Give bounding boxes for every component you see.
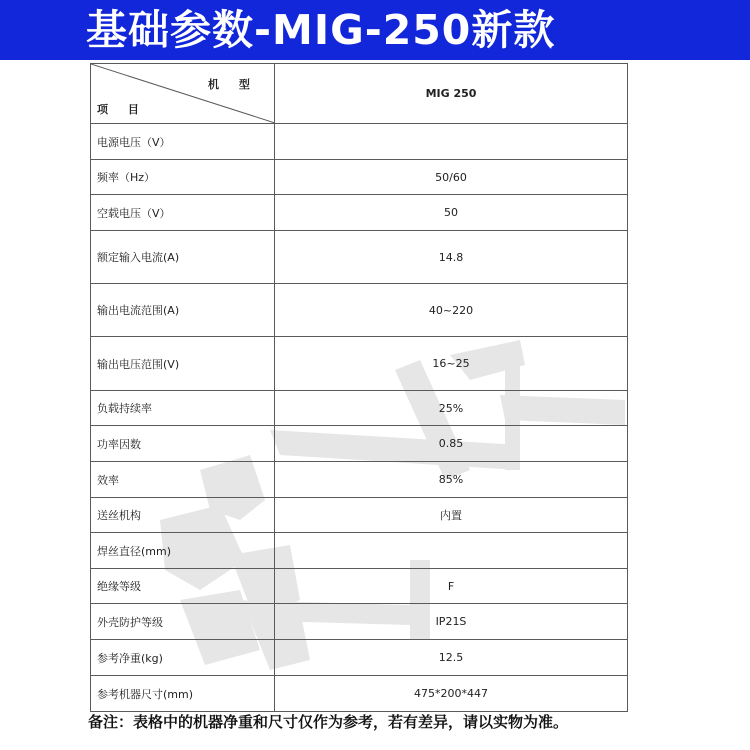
- table-row: [91, 391, 628, 426]
- table-row: [91, 124, 628, 160]
- row-value: 0.85: [275, 426, 628, 462]
- page-title: 基础参数-MIG-250新款: [86, 6, 556, 54]
- table-row: [91, 676, 628, 712]
- row-value: 16~25: [275, 337, 628, 391]
- row-value: 25%: [275, 391, 628, 426]
- model-name-cell: MIG 250: [275, 64, 628, 124]
- row-label: 电源电压（V）: [91, 124, 275, 160]
- table-row: [91, 640, 628, 676]
- table-row: [91, 284, 628, 337]
- table-row: [91, 231, 628, 284]
- row-label: 功率因数: [91, 426, 275, 462]
- row-label: 外壳防护等级: [91, 604, 275, 640]
- row-label: 频率（Hz）: [91, 160, 275, 195]
- row-label: 输出电压范围(V): [91, 337, 275, 391]
- row-label: 送丝机构: [91, 498, 275, 533]
- table-row: [91, 426, 628, 462]
- table-row: [91, 533, 628, 569]
- table-row: [91, 160, 628, 195]
- header-item-label: 项 目: [97, 103, 147, 116]
- diagonal-header-cell: [91, 64, 275, 124]
- table-row: [91, 337, 628, 391]
- table-row: [91, 569, 628, 604]
- row-value: 50/60: [275, 160, 628, 195]
- row-value: 12.5: [275, 640, 628, 676]
- row-value: 475*200*447: [275, 676, 628, 712]
- row-value: F: [275, 569, 628, 604]
- row-label: 负载持续率: [91, 391, 275, 426]
- row-value: 85%: [275, 462, 628, 498]
- table-header-row: [91, 64, 628, 124]
- row-value: 50: [275, 195, 628, 231]
- spec-table: [90, 63, 628, 712]
- row-label: 效率: [91, 462, 275, 498]
- row-label: 输出电流范围(A): [91, 284, 275, 337]
- row-label: 绝缘等级: [91, 569, 275, 604]
- row-value: 14.8: [275, 231, 628, 284]
- footnote: 备注：表格中的机器净重和尺寸仅作为参考，若有差异，请以实物为准。: [88, 713, 569, 731]
- row-label: 参考净重(kg): [91, 640, 275, 676]
- header-model-label: 机 型: [208, 78, 258, 91]
- table-row: [91, 195, 628, 231]
- row-value: [275, 533, 628, 569]
- row-value: 内置: [275, 498, 628, 533]
- title-banner: [0, 0, 750, 60]
- row-label: 参考机器尺寸(mm): [91, 676, 275, 712]
- row-value: 40~220: [275, 284, 628, 337]
- table-row: [91, 462, 628, 498]
- table-row: [91, 498, 628, 533]
- row-label: 额定输入电流(A): [91, 231, 275, 284]
- row-value: IP21S: [275, 604, 628, 640]
- row-label: 焊丝直径(mm): [91, 533, 275, 569]
- table-row: [91, 604, 628, 640]
- row-label: 空载电压（V）: [91, 195, 275, 231]
- row-value: [275, 124, 628, 160]
